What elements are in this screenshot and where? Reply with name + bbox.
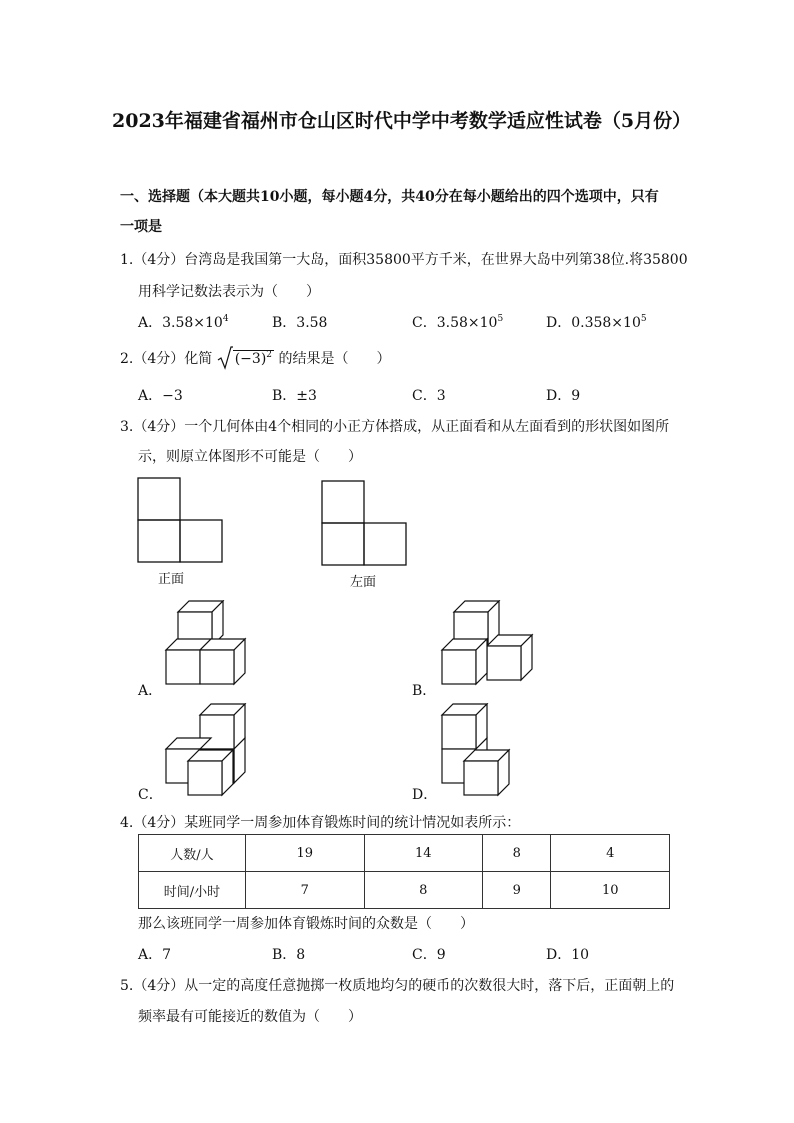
table-cell: 4 xyxy=(551,835,670,872)
q3-text-line1: 3.（4分）一个几何体由4个相同的小正方体搭成，从正面看和从左面看到的形状图如图所 xyxy=(120,419,670,435)
q4-text-line2: 那么该班同学一周参加体育锻炼时间的众数是（ ） xyxy=(138,916,474,932)
table-cell: 8 xyxy=(483,835,551,872)
q1-option-a: A．$3.58\times 10^4$ xyxy=(138,314,229,331)
q4-option-b: B．8 xyxy=(272,947,306,963)
table-row xyxy=(139,835,670,872)
sqrt-expression xyxy=(217,346,274,370)
table-cell: 10 xyxy=(551,872,670,909)
q3-option-b: B． xyxy=(412,683,437,699)
left-view-figure xyxy=(320,479,410,567)
q2-option-a: A．−3 xyxy=(138,388,183,404)
q2-prefix: 2.（4分）化简 xyxy=(120,351,213,367)
q2-option-d: D．9 xyxy=(546,388,581,404)
table-cell: 14 xyxy=(364,835,483,872)
q4-option-c: C．9 xyxy=(412,947,446,963)
q3-option-c: C． xyxy=(138,787,163,803)
q3-option-a: A． xyxy=(138,683,163,699)
q1-text-line1: 1.（4分）台湾岛是我国第一大岛，面积35800平方千米，在世界大岛中列第38位.将35800 xyxy=(120,252,688,268)
table-cell: 7 xyxy=(246,872,365,909)
q4-option-d: D．10 xyxy=(546,947,590,963)
q1-option-c: C．$3.58\times 10^5$ xyxy=(412,314,504,331)
option-d-cube-figure xyxy=(440,703,538,797)
q3-text-line2: 示，则原立体图形不可能是（ ） xyxy=(138,449,362,465)
q2-radicand-exponent: 2 xyxy=(266,350,273,360)
table-cell: 人数/人 xyxy=(139,835,246,872)
table-cell: 8 xyxy=(364,872,483,909)
q5-text-line1: 5.（4分）从一定的高度任意抛掷一枚质地均匀的硬币的次数很大时，落下后，正面朝上的 xyxy=(120,978,675,994)
q2-suffix: 的结果是（ ） xyxy=(278,351,391,367)
section-heading-line2: 一项是 xyxy=(120,219,162,235)
q4-option-a: A．7 xyxy=(138,947,172,963)
q1-option-b: B．3.58 xyxy=(272,315,328,331)
page-title: 2023年福建省福州市仓山区时代中学中考数学适应性试卷（5月份） xyxy=(112,110,692,132)
table-row xyxy=(139,872,670,909)
sqrt-sign-icon xyxy=(217,346,233,370)
q1-option-d: D．$0.358\times 10^5$ xyxy=(546,314,647,331)
q5-text-line2: 频率最有可能接近的数值为（ ） xyxy=(138,1009,362,1025)
q2-text xyxy=(120,346,390,370)
q1-text-line2: 用科学记数法表示为（ ） xyxy=(138,284,320,300)
front-view-label: 正面 xyxy=(158,572,185,587)
q2-radicand: (−3) xyxy=(234,351,267,367)
q2-option-c: C．3 xyxy=(412,388,446,404)
front-view-figure xyxy=(136,476,226,564)
option-b-cube-figure xyxy=(440,600,538,692)
table-cell: 时间/小时 xyxy=(139,872,246,909)
q4-text-line1: 4.（4分）某班同学一周参加体育锻炼时间的统计情况如表所示： xyxy=(120,815,521,831)
option-a-cube-figure xyxy=(164,600,250,692)
option-c-cube-figure xyxy=(164,703,250,797)
table-cell: 9 xyxy=(483,872,551,909)
left-view-label: 左面 xyxy=(350,575,377,590)
exercise-time-table xyxy=(138,834,670,909)
q2-option-b: B．±3 xyxy=(272,388,317,404)
table-cell: 19 xyxy=(246,835,365,872)
section-heading-line1: 一、选择题（本大题共10小题，每小题4分，共40分在每小题给出的四个选项中，只有 xyxy=(120,189,659,205)
q3-option-d: D． xyxy=(412,787,438,803)
